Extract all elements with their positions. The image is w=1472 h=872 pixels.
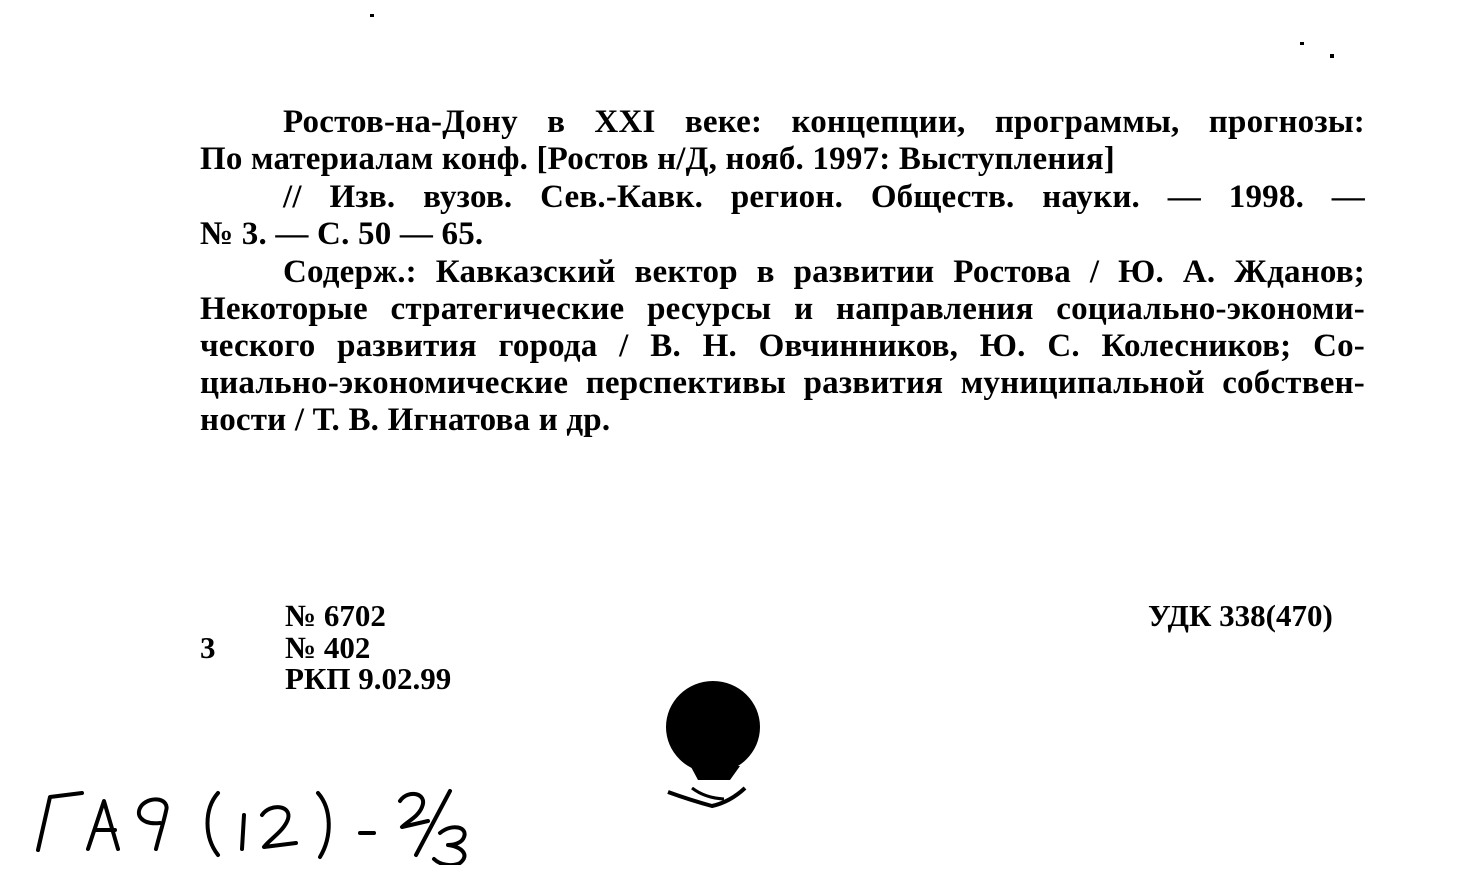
- number-line-1: № 6702: [285, 598, 386, 633]
- record-line-4: № 3. — С. 50 — 65.: [200, 216, 484, 252]
- record-line-7: ческого развития города / В. Н. Овчинников, Ю. С. Колесников; Со-: [200, 328, 1365, 364]
- left-mark: 3: [200, 630, 216, 665]
- record-line-5: Содерж.: Кавказский вектор в развитии Ростова / Ю. А. Жданов;: [283, 254, 1365, 290]
- record-line-8: циально-экономические перспективы развития муниципальной собствен-: [200, 365, 1365, 401]
- scan-speck: [370, 14, 374, 17]
- scan-speck: [1300, 42, 1304, 45]
- punch-hole-blot: [650, 670, 780, 820]
- record-line-3: // Изв. вузов. Сев.-Кавк. регион. Обществ. науки. — 1998. —: [283, 179, 1365, 215]
- scan-speck: [1330, 54, 1334, 58]
- record-line-1: Ростов-на-Дону в XXI веке: концепции, программы, прогнозы:: [283, 104, 1365, 140]
- handwritten-shelfmark: [30, 775, 500, 865]
- record-line-9: ности / Т. В. Игнатова и др.: [200, 402, 611, 438]
- number-line-3: РКП 9.02.99: [285, 661, 452, 696]
- number-line-2: № 402: [285, 630, 371, 665]
- record-line-6: Некоторые стратегические ресурсы и направления социально-экономи-: [200, 291, 1365, 327]
- udc-code: УДК 338(470): [1148, 598, 1333, 633]
- record-line-2: По материалам конф. [Ростов н/Д, нояб. 1997: Выступления]: [200, 141, 1116, 177]
